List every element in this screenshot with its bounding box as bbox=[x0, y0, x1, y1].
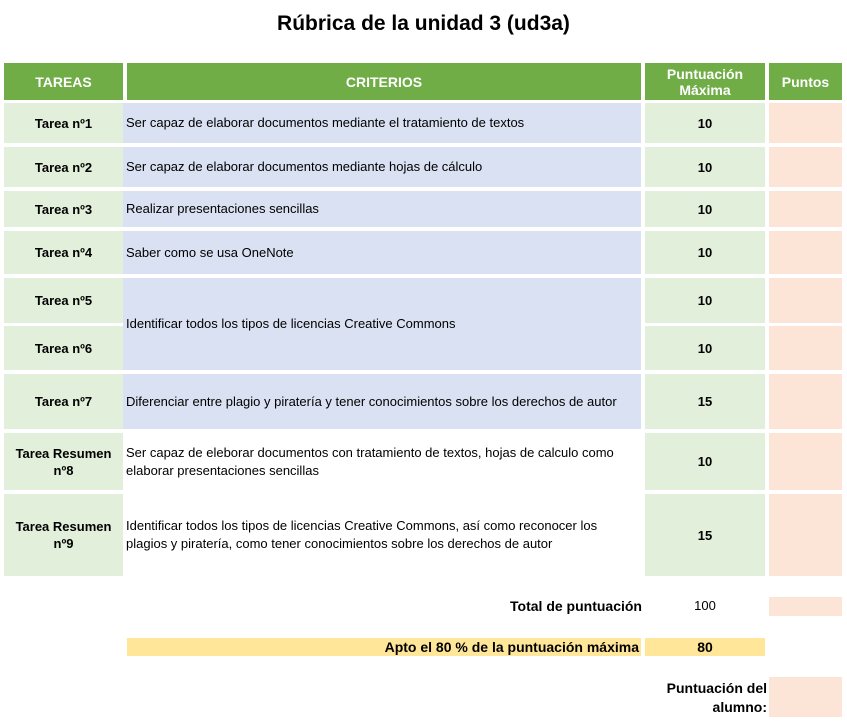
max-score-cell: 10 bbox=[645, 191, 765, 227]
criterio-cell: Ser capaz de elaborar documentos mediante hojas de cálculo bbox=[123, 147, 641, 187]
page-title: Rúbrica de la unidad 3 (ud3a) bbox=[277, 12, 570, 35]
alumno-label: Puntuación del alumno: bbox=[666, 680, 767, 715]
tarea-cell: Tarea nº7 bbox=[4, 374, 123, 429]
points-input-cell[interactable] bbox=[769, 374, 842, 429]
points-input-cell[interactable] bbox=[769, 494, 842, 576]
tarea-cell: Tarea nº1 bbox=[4, 103, 123, 143]
max-score-cell: 10 bbox=[645, 433, 765, 490]
max-score-cell: 15 bbox=[645, 494, 765, 576]
tarea-cell: Tarea nº3 bbox=[4, 191, 123, 227]
points-input-cell[interactable] bbox=[769, 433, 842, 490]
points-input-cell[interactable] bbox=[769, 191, 842, 227]
criterio-cell-merged: Identificar todos los tipos de licencias Creative Commons bbox=[123, 278, 641, 370]
points-input-cell[interactable] bbox=[769, 147, 842, 187]
max-score-cell: 10 bbox=[645, 278, 765, 323]
total-points-input[interactable] bbox=[769, 597, 842, 616]
criterio-cell: Realizar presentaciones sencillas bbox=[123, 191, 641, 227]
apto-value: 80 bbox=[645, 638, 765, 656]
tarea-cell: Tarea nº2 bbox=[4, 147, 123, 187]
max-score-cell: 15 bbox=[645, 374, 765, 429]
header-criterios: CRITERIOS bbox=[127, 63, 641, 100]
max-score-cell: 10 bbox=[645, 231, 765, 274]
student-score-input[interactable] bbox=[769, 677, 842, 717]
header-puntos: Puntos bbox=[769, 63, 842, 100]
apto-label: Apto el 80 % de la puntuación máxima bbox=[127, 638, 641, 656]
tarea-cell: Tarea nº4 bbox=[4, 231, 123, 274]
max-score-cell: 10 bbox=[645, 147, 765, 187]
criterio-cell: Ser capaz de eleborar documentos con tratamiento de textos, hojas de calculo como elaborar presentaciones sencillas bbox=[126, 444, 614, 478]
total-label: Total de puntuación bbox=[510, 598, 642, 614]
criterio-cell: Saber como se usa OneNote bbox=[123, 231, 641, 274]
criterio-cell: Identificar todos los tipos de licencias Creative Commons, así como reconocer los plagios y piratería, como tener conocimientos sobre los derechos de autor bbox=[126, 518, 598, 551]
max-score-cell: 10 bbox=[645, 326, 765, 370]
tarea-cell: Tarea Resumen nº8 bbox=[4, 433, 123, 490]
total-value: 100 bbox=[694, 598, 716, 613]
criterio-cell: Diferenciar entre plagio y piratería y tener conocimientos sobre los derechos de autor bbox=[123, 374, 641, 429]
tarea-cell: Tarea nº5 bbox=[4, 278, 123, 323]
header-puntuacion-maxima: Puntuación Máxima bbox=[645, 63, 765, 100]
points-input-cell[interactable] bbox=[769, 103, 842, 143]
tarea-cell: Tarea Resumen nº9 bbox=[4, 494, 123, 576]
points-input-cell[interactable] bbox=[769, 231, 842, 274]
criterio-cell: Ser capaz de elaborar documentos mediante el tratamiento de textos bbox=[123, 103, 641, 143]
max-score-cell: 10 bbox=[645, 103, 765, 143]
tarea-cell: Tarea nº6 bbox=[4, 326, 123, 370]
points-input-cell[interactable] bbox=[769, 278, 842, 323]
points-input-cell[interactable] bbox=[769, 326, 842, 370]
header-tareas: TAREAS bbox=[4, 63, 123, 100]
